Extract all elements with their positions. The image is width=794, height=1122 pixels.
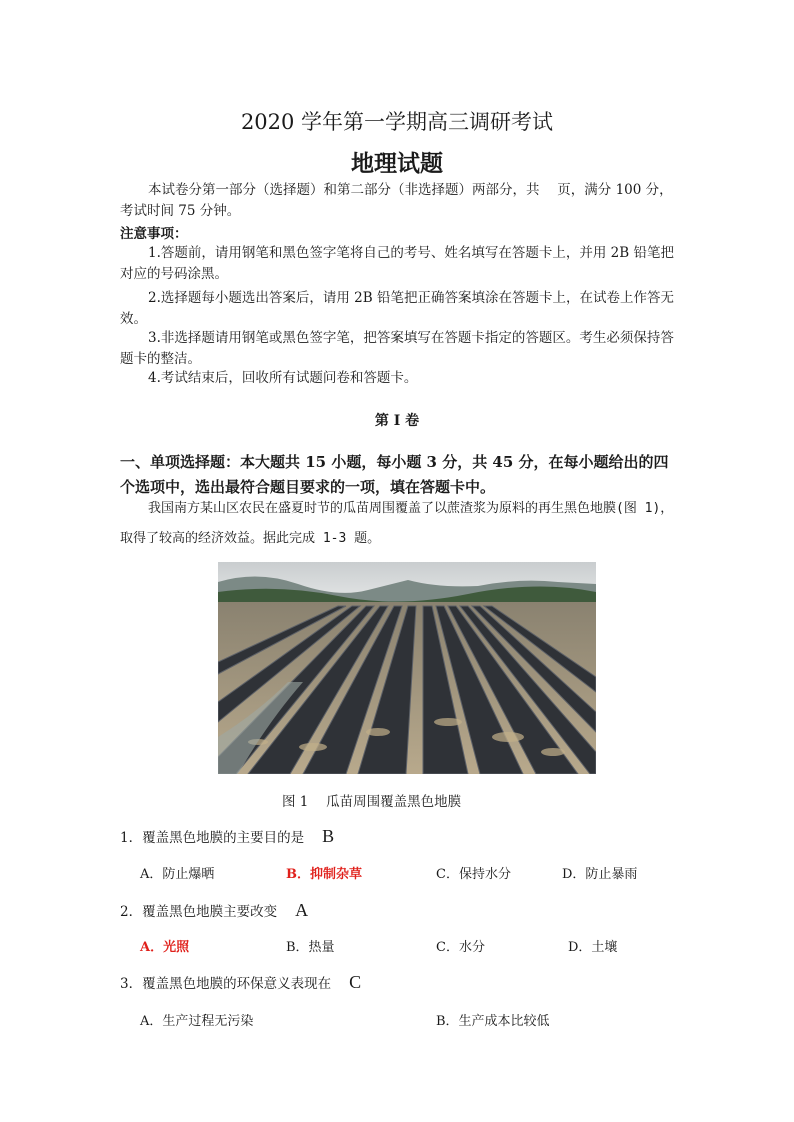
question-1 <box>120 826 334 847</box>
option-1b: B．抑制杂草 <box>286 867 362 882</box>
question-1-text: 1．覆盖黑色地膜的主要目的是 <box>120 830 305 846</box>
section-label: 第 I 卷 <box>374 413 420 429</box>
option-3a: A．生产过程无污染 <box>140 1014 254 1029</box>
subject-title: 地理试题 <box>351 150 443 177</box>
question-3-text: 3．覆盖黑色地膜的环保意义表现在 <box>120 976 332 992</box>
option-2a: A．光照 <box>140 940 190 955</box>
part1-heading: 一、单项选择题：本大题共 15 小题，每小题 3 分，共 45 分，在每小题给出的四个选项中，选出最符合题目要求的一项，填在答题卡中。 <box>120 453 669 496</box>
black-mulch-field-image <box>218 562 596 774</box>
field-photo <box>218 562 596 774</box>
note-item: 4.考试结束后，回收所有试题问卷和答题卡。 <box>148 370 418 386</box>
notes-heading: 注意事项： <box>120 226 188 242</box>
exam-title: 2020 学年第一学期高三调研考试 <box>240 110 554 134</box>
option-2c: C．水分 <box>436 940 485 955</box>
question-2-text: 2．覆盖黑色地膜主要改变 <box>120 904 278 920</box>
question-2-answer: A <box>295 900 309 920</box>
note-item: 3.非选择题请用钢笔或黑色签字笔，把答案填写在答题卡指定的答题区。考生必须保持答题卡的整洁。 <box>120 330 674 367</box>
option-2d: D．土壤 <box>568 940 618 955</box>
question-3-answer: C <box>349 972 362 992</box>
option-2b: B．热量 <box>286 940 335 955</box>
figure-caption: 图 1 瓜苗周围覆盖黑色地膜 <box>282 794 462 810</box>
option-1d: D．防止暴雨 <box>562 867 638 882</box>
question-stem: 我国南方某山区农民在盛夏时节的瓜苗周围覆盖了以蔗渣浆为原料的再生黑色地膜(图 1)，取得了较高的经济效益。据此完成 1-3 题。 <box>120 501 674 546</box>
option-1a: A．防止爆晒 <box>140 867 215 882</box>
question-1-answer: B <box>322 826 335 846</box>
note-item: 1.答题前，请用钢笔和黑色签字笔将自己的考号、姓名填写在答题卡上，并用 2B 铅笔把对应的号码涂黑。 <box>120 245 674 282</box>
question-2 <box>120 900 308 921</box>
option-3b: B．生产成本比较低 <box>436 1014 550 1029</box>
note-item: 2.选择题每小题选出答案后，请用 2B 铅笔把正确答案填涂在答题卡上，在试卷上作答无效。 <box>120 290 674 327</box>
intro-text: 本试卷分第一部分（选择题）和第二部分（非选择题）两部分，共 页，满分 100 分，考试时间 75 分钟。 <box>120 182 673 219</box>
question-3 <box>120 972 361 993</box>
option-1c: C．保持水分 <box>436 867 511 882</box>
